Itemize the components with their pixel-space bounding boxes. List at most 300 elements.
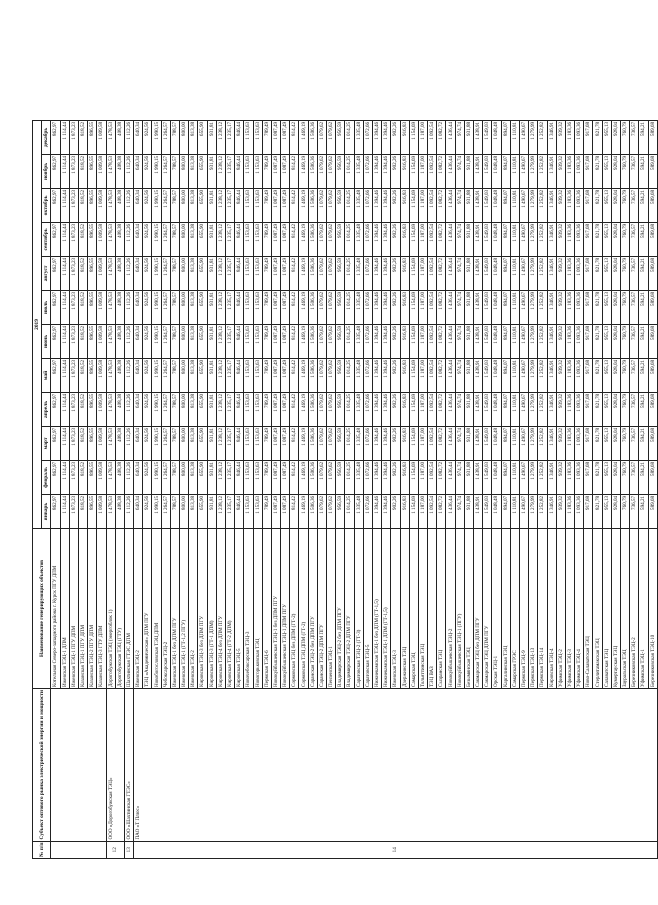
value-cell: 1 235,17 <box>225 154 234 188</box>
value-cell: 1 072,66 <box>363 222 372 256</box>
value-cell: 655,90 <box>198 290 207 324</box>
value-cell: 924,56 <box>143 392 152 426</box>
value-cell: 789,49 <box>262 358 271 392</box>
value-cell: 1 087,49 <box>281 426 290 460</box>
value-cell: 760,79 <box>621 188 630 222</box>
plant-name-cell: Пензенская ТЭЦ-1 <box>327 528 336 688</box>
value-cell: 1 252,82 <box>538 392 547 426</box>
value-cell: 917,68 <box>584 392 593 426</box>
value-cell: 1 252,82 <box>538 120 547 154</box>
value-cell: 1 264,57 <box>161 154 170 188</box>
value-cell: 655,90 <box>198 358 207 392</box>
value-cell: 1 279,99 <box>529 460 538 494</box>
value-cell: 896,55 <box>88 358 97 392</box>
value-cell: 640,34 <box>134 494 143 528</box>
value-cell: 1 235,17 <box>225 222 234 256</box>
value-cell: 589,68 <box>648 426 657 460</box>
value-cell: 931,88 <box>464 392 473 426</box>
value-cell: 1 153,63 <box>244 188 253 222</box>
plant-name-cell: Уфимская ТЭЦ-1 <box>639 528 648 688</box>
value-cell: 1 087,49 <box>271 256 280 290</box>
value-cell: 1 394,46 <box>372 392 381 426</box>
value-cell: 1 235,17 <box>225 188 234 222</box>
value-cell: 1 110,81 <box>510 426 519 460</box>
value-cell: 956,59 <box>336 188 345 222</box>
value-cell: 800,00 <box>180 392 189 426</box>
value-cell: 594,21 <box>639 392 648 426</box>
plant-name-cell: Кировская ТЭЦ-4 <box>547 528 556 688</box>
value-cell: 928,04 <box>611 358 620 392</box>
value-cell: 1 014,25 <box>345 392 354 426</box>
plant-name-cell: Казанская ТЭЦ-3 ГТУ ДПМ <box>97 528 106 688</box>
value-cell: 1 252,82 <box>538 494 547 528</box>
table-row <box>134 120 143 858</box>
value-cell: 789,49 <box>262 324 271 358</box>
value-cell: 956,59 <box>336 392 345 426</box>
value-cell: 1 153,63 <box>244 460 253 494</box>
value-cell: 1 114,44 <box>60 290 69 324</box>
value-cell: 1 394,46 <box>372 494 381 528</box>
value-cell: 1 490,67 <box>519 358 528 392</box>
value-cell: 955,13 <box>602 188 611 222</box>
value-cell: 1 438,91 <box>474 358 483 392</box>
value-cell: 1 506,36 <box>308 154 317 188</box>
value-cell: 1 252,82 <box>538 154 547 188</box>
value-cell: 640,34 <box>134 256 143 290</box>
value-cell: 862,97 <box>51 324 60 358</box>
value-cell: 894,07 <box>501 222 510 256</box>
plant-name-cell: Ижевская ТЭЦ-1 ПГУ ДПМ <box>69 528 78 688</box>
value-cell: 916,83 <box>400 222 409 256</box>
value-cell: 924,56 <box>143 154 152 188</box>
value-cell: 1 082,72 <box>437 120 446 154</box>
value-cell: 896,55 <box>88 460 97 494</box>
value-cell: 1 093,36 <box>575 358 584 392</box>
month-header: август <box>42 256 51 290</box>
value-cell: 1 549,03 <box>483 324 492 358</box>
row-number-cell: 13 <box>124 841 133 858</box>
value-cell: 974,74 <box>455 392 464 426</box>
value-cell: 974,74 <box>455 290 464 324</box>
value-cell: 736,57 <box>630 290 639 324</box>
value-cell: 1 110,81 <box>510 324 519 358</box>
value-cell: 821,78 <box>593 120 602 154</box>
value-cell: 1 438,91 <box>474 256 483 290</box>
plant-name-cell: Стерлитамакская ТЭЦ <box>593 528 602 688</box>
value-cell: 931,81 <box>207 324 216 358</box>
plant-name-cell: Чебоксарская ТЭЦ-2 <box>161 528 170 688</box>
value-cell: 1 235,17 <box>225 494 234 528</box>
value-cell: 1 394,46 <box>382 256 391 290</box>
value-cell: 1 072,66 <box>363 494 372 528</box>
value-cell: 1 187,00 <box>418 256 427 290</box>
value-cell: 789,49 <box>262 256 271 290</box>
value-cell: 1 183,36 <box>565 392 574 426</box>
value-cell: 1 252,82 <box>538 358 547 392</box>
value-cell: 818,52 <box>78 222 87 256</box>
value-cell: 1 346,91 <box>547 256 556 290</box>
value-cell: 916,83 <box>400 256 409 290</box>
value-cell: 736,57 <box>630 358 639 392</box>
value-cell: 1 153,63 <box>253 324 262 358</box>
value-cell: 1 873,23 <box>69 426 78 460</box>
plant-name-cell: Пермская ТЭЦ-9 <box>519 528 528 688</box>
value-cell: 800,00 <box>180 426 189 460</box>
value-cell: 1 183,36 <box>565 426 574 460</box>
value-cell: 928,04 <box>611 188 620 222</box>
value-cell: 1 490,67 <box>519 460 528 494</box>
value-cell: 928,04 <box>611 426 620 460</box>
value-cell: 1 235,17 <box>225 256 234 290</box>
value-cell: 1 235,17 <box>225 120 234 154</box>
col-number-header: № п/п <box>33 841 51 858</box>
plant-name-cell: Шахтинская ГТЭС ДПМ <box>124 528 133 688</box>
value-cell: 1 279,99 <box>529 290 538 324</box>
value-cell: 894,07 <box>501 426 510 460</box>
value-cell: 1 183,36 <box>565 188 574 222</box>
plant-name-cell: Кировская ТЭЦ-4 (ГТ-2 ДПМ) <box>225 528 234 688</box>
value-cell: 902,26 <box>391 120 400 154</box>
value-cell: 974,74 <box>455 120 464 154</box>
value-cell: 1 436,44 <box>446 256 455 290</box>
value-cell: 1 087,49 <box>271 324 280 358</box>
value-cell: 1 048,48 <box>492 426 501 460</box>
value-cell: 928,04 <box>611 324 620 358</box>
value-cell: 1 153,63 <box>253 460 262 494</box>
value-cell: 916,83 <box>400 324 409 358</box>
value-cell: 1 252,82 <box>538 222 547 256</box>
value-cell: 1 079,62 <box>327 222 336 256</box>
value-cell: 956,59 <box>336 358 345 392</box>
value-cell: 1 279,99 <box>529 154 538 188</box>
value-cell: 736,57 <box>630 120 639 154</box>
value-cell: 931,88 <box>464 494 473 528</box>
value-cell: 1 014,25 <box>345 494 354 528</box>
plant-name-cell: Нижнекамская ТЭЦ-1 без ДПМ (ГТ-1,5) <box>372 528 381 688</box>
value-cell: 931,88 <box>464 324 473 358</box>
value-cell: 896,55 <box>88 494 97 528</box>
value-cell: 939,32 <box>556 460 565 494</box>
value-cell: 1 335,48 <box>354 494 363 528</box>
value-cell: 1 110,81 <box>510 256 519 290</box>
value-cell: 655,90 <box>198 392 207 426</box>
value-cell: 902,26 <box>391 324 400 358</box>
value-cell: 1 335,48 <box>354 358 363 392</box>
value-cell: 1 183,36 <box>565 120 574 154</box>
plant-name-cell: Дорогобужская ТЭЦ (энергоблок 1) <box>106 528 115 688</box>
value-cell: 1 079,62 <box>317 494 326 528</box>
value-cell: 1 469,19 <box>299 494 308 528</box>
value-cell: 594,21 <box>639 358 648 392</box>
value-cell: 818,52 <box>78 120 87 154</box>
value-cell: 1 346,91 <box>547 290 556 324</box>
value-cell: 1 079,62 <box>317 222 326 256</box>
value-cell: 655,90 <box>198 222 207 256</box>
plant-name-cell: Котельная Северо-западного района г. Курск ПГУ ДПМ <box>51 528 60 688</box>
value-cell: 846,44 <box>235 460 244 494</box>
value-cell: 902,26 <box>391 494 400 528</box>
value-cell: 818,52 <box>78 460 87 494</box>
plant-name-cell: Саранская ТЭЦ-2 без ДПМ ПГУ <box>308 528 317 688</box>
value-cell: 1 187,00 <box>418 120 427 154</box>
value-cell: 1 092,54 <box>428 460 437 494</box>
value-cell: 594,21 <box>639 120 648 154</box>
value-cell: 594,21 <box>639 154 648 188</box>
value-cell: 408,38 <box>115 120 124 154</box>
value-cell: 821,78 <box>593 460 602 494</box>
value-cell: 931,81 <box>207 256 216 290</box>
value-cell: 1 478,53 <box>106 290 115 324</box>
value-cell: 1 549,03 <box>483 188 492 222</box>
value-cell: 1 079,62 <box>317 426 326 460</box>
value-cell: 814,42 <box>290 460 299 494</box>
value-cell: 896,55 <box>88 324 97 358</box>
value-cell: 1 506,36 <box>308 324 317 358</box>
value-cell: 1 082,72 <box>437 358 446 392</box>
value-cell: 736,57 <box>630 460 639 494</box>
value-cell: 1 014,25 <box>345 188 354 222</box>
value-cell: 1 279,99 <box>529 426 538 460</box>
plant-name-cell: Тольяттинская ТЭЦ <box>418 528 427 688</box>
value-cell: 896,55 <box>88 290 97 324</box>
value-cell: 788,57 <box>170 290 179 324</box>
value-cell: 813,38 <box>189 120 198 154</box>
month-header: февраль <box>42 460 51 494</box>
plant-name-cell: Безымянская ТЭЦ <box>464 528 473 688</box>
value-cell: 1 279,99 <box>529 324 538 358</box>
value-cell: 1 009,58 <box>97 426 106 460</box>
value-cell: 1 082,72 <box>437 188 446 222</box>
value-cell: 1 506,36 <box>308 290 317 324</box>
value-cell: 1 093,36 <box>575 494 584 528</box>
value-cell: 1 506,36 <box>308 358 317 392</box>
value-cell: 760,79 <box>621 154 630 188</box>
value-cell: 1 490,67 <box>519 120 528 154</box>
value-cell: 1 079,62 <box>317 324 326 358</box>
value-cell: 1 394,46 <box>382 392 391 426</box>
value-cell: 1 279,99 <box>529 494 538 528</box>
value-cell: 800,00 <box>180 460 189 494</box>
value-cell: 800,00 <box>180 120 189 154</box>
value-cell: 846,44 <box>235 358 244 392</box>
value-cell: 1 335,48 <box>354 392 363 426</box>
value-cell: 818,52 <box>78 188 87 222</box>
value-cell: 1 478,53 <box>106 460 115 494</box>
value-cell: 1 335,48 <box>354 426 363 460</box>
value-cell: 917,68 <box>584 426 593 460</box>
value-cell: 1 153,63 <box>253 188 262 222</box>
value-cell: 956,59 <box>336 290 345 324</box>
value-cell: 1 394,46 <box>382 494 391 528</box>
value-cell: 1 252,82 <box>538 460 547 494</box>
value-cell: 640,34 <box>134 120 143 154</box>
value-cell: 928,04 <box>611 120 620 154</box>
value-cell: 789,49 <box>262 188 271 222</box>
plant-name-cell: Саратовская ТЭЦ-5 <box>363 528 372 688</box>
value-cell: 1 394,46 <box>372 188 381 222</box>
value-cell: 1 394,46 <box>372 222 381 256</box>
plant-name-cell: Новокуйбышевская ТЭЦ-1 (ПГУ) <box>455 528 464 688</box>
value-cell: 1 183,36 <box>565 256 574 290</box>
value-cell: 1 235,17 <box>225 460 234 494</box>
plant-name-cell: Самарская ГРЭС <box>510 528 519 688</box>
value-cell: 1 873,23 <box>69 358 78 392</box>
value-cell: 1 346,91 <box>547 188 556 222</box>
value-cell: 1 549,03 <box>483 222 492 256</box>
value-cell: 1 335,48 <box>354 120 363 154</box>
value-cell: 1 079,62 <box>317 358 326 392</box>
value-cell: 1 153,63 <box>253 426 262 460</box>
value-cell: 408,38 <box>115 324 124 358</box>
value-cell: 760,79 <box>621 290 630 324</box>
value-cell: 1 235,17 <box>225 324 234 358</box>
value-cell: 902,26 <box>391 290 400 324</box>
value-cell: 1 238,12 <box>216 426 225 460</box>
value-cell: 1 438,91 <box>474 494 483 528</box>
value-cell: 821,78 <box>593 494 602 528</box>
value-cell: 862,97 <box>51 494 60 528</box>
value-cell: 1 469,19 <box>299 154 308 188</box>
value-cell: 931,88 <box>464 256 473 290</box>
plant-name-cell: Новокуйбышевская ТЭЦ-2 <box>446 528 455 688</box>
value-cell: 1 346,91 <box>547 222 556 256</box>
value-cell: 1 490,67 <box>519 426 528 460</box>
value-cell: 1 346,91 <box>547 120 556 154</box>
value-cell: 800,00 <box>180 494 189 528</box>
value-cell: 1 114,44 <box>60 120 69 154</box>
value-cell: 1 112,26 <box>124 426 133 460</box>
month-header: апрель <box>42 392 51 426</box>
value-cell: 931,81 <box>207 426 216 460</box>
value-cell: 1 549,03 <box>483 426 492 460</box>
value-cell: 1 092,54 <box>428 494 437 528</box>
value-cell: 1 478,53 <box>106 494 115 528</box>
value-cell: 1 394,46 <box>382 324 391 358</box>
plant-name-cell: Дзержинская ТЭЦ <box>400 528 409 688</box>
value-cell: 1 506,36 <box>308 460 317 494</box>
value-cell: 896,55 <box>88 188 97 222</box>
value-cell: 928,04 <box>611 460 620 494</box>
value-cell: 788,57 <box>170 188 179 222</box>
value-cell: 594,21 <box>639 222 648 256</box>
value-cell: 1 235,17 <box>225 290 234 324</box>
value-cell: 1 436,44 <box>446 358 455 392</box>
value-cell: 1 478,53 <box>106 120 115 154</box>
value-cell: 1 549,03 <box>483 154 492 188</box>
value-cell: 1 438,91 <box>474 426 483 460</box>
plant-name-cell: Орская ТЭЦ-1 <box>492 528 501 688</box>
value-cell: 1 154,69 <box>409 188 418 222</box>
value-cell: 1 112,26 <box>124 324 133 358</box>
value-cell: 1 252,82 <box>538 290 547 324</box>
value-cell: 1 093,36 <box>575 392 584 426</box>
value-cell: 894,07 <box>501 358 510 392</box>
value-cell: 1 990,15 <box>152 222 161 256</box>
value-cell: 916,83 <box>400 494 409 528</box>
value-cell: 818,52 <box>78 358 87 392</box>
value-cell: 1 235,17 <box>225 358 234 392</box>
value-cell: 916,83 <box>400 358 409 392</box>
value-cell: 928,04 <box>611 222 620 256</box>
value-cell: 1 087,49 <box>281 222 290 256</box>
value-cell: 1 087,49 <box>281 460 290 494</box>
value-cell: 655,90 <box>198 494 207 528</box>
value-cell: 956,59 <box>336 426 345 460</box>
value-cell: 916,83 <box>400 392 409 426</box>
value-cell: 800,00 <box>180 324 189 358</box>
plant-name-cell: Саранская ТЭЦ-2 ДПМ ПГУ <box>317 528 326 688</box>
value-cell: 1 335,48 <box>354 256 363 290</box>
value-cell: 408,38 <box>115 256 124 290</box>
value-cell: 1 183,36 <box>565 358 574 392</box>
value-cell: 896,55 <box>88 392 97 426</box>
value-cell: 1 082,72 <box>437 494 446 528</box>
value-cell: 931,88 <box>464 222 473 256</box>
value-cell: 818,52 <box>78 392 87 426</box>
value-cell: 1 154,69 <box>409 324 418 358</box>
value-cell: 931,81 <box>207 154 216 188</box>
value-cell: 655,90 <box>198 154 207 188</box>
value-cell: 1 072,66 <box>363 256 372 290</box>
value-cell: 594,21 <box>639 494 648 528</box>
value-cell: 894,07 <box>501 154 510 188</box>
plant-name-cell: Каргалинская ТЭЦ <box>501 528 510 688</box>
value-cell: 1 394,46 <box>382 358 391 392</box>
subject-cell: ООО «Дорогобужская ТЭЦ» <box>106 688 124 841</box>
value-cell: 974,74 <box>455 426 464 460</box>
value-cell: 1 153,63 <box>253 392 262 426</box>
value-cell: 1 079,62 <box>327 120 336 154</box>
value-cell: 1 153,63 <box>253 120 262 154</box>
value-cell: 1 082,72 <box>437 154 446 188</box>
value-cell: 640,34 <box>134 154 143 188</box>
value-cell: 1 153,63 <box>253 358 262 392</box>
value-cell: 1 093,36 <box>575 256 584 290</box>
value-cell: 924,56 <box>143 324 152 358</box>
value-cell: 1 990,15 <box>152 460 161 494</box>
value-cell: 1 079,62 <box>317 120 326 154</box>
value-cell: 813,38 <box>189 154 198 188</box>
value-cell: 1 183,36 <box>565 494 574 528</box>
value-cell: 1 469,19 <box>299 426 308 460</box>
value-cell: 916,83 <box>400 426 409 460</box>
value-cell: 1 506,36 <box>308 494 317 528</box>
value-cell: 1 238,12 <box>216 222 225 256</box>
value-cell: 655,90 <box>198 460 207 494</box>
value-cell: 1 436,44 <box>446 460 455 494</box>
value-cell: 1 469,19 <box>299 290 308 324</box>
value-cell: 1 506,36 <box>308 120 317 154</box>
value-cell: 1 335,48 <box>354 460 363 494</box>
value-cell: 931,81 <box>207 460 216 494</box>
value-cell: 1 153,63 <box>244 256 253 290</box>
value-cell: 931,81 <box>207 494 216 528</box>
value-cell: 1 335,48 <box>354 290 363 324</box>
value-cell: 916,83 <box>400 154 409 188</box>
value-cell: 408,38 <box>115 222 124 256</box>
value-cell: 1 087,49 <box>271 222 280 256</box>
value-cell: 818,52 <box>78 426 87 460</box>
plant-name-cell: Пермская ТЭЦ-14 <box>538 528 547 688</box>
value-cell: 789,49 <box>262 426 271 460</box>
value-cell: 789,49 <box>262 154 271 188</box>
value-cell: 1 187,00 <box>418 358 427 392</box>
value-cell: 896,55 <box>88 256 97 290</box>
value-cell: 917,68 <box>584 290 593 324</box>
value-cell: 1 114,44 <box>60 154 69 188</box>
year-header: 2019 <box>33 120 42 528</box>
value-cell: 1 990,15 <box>152 392 161 426</box>
